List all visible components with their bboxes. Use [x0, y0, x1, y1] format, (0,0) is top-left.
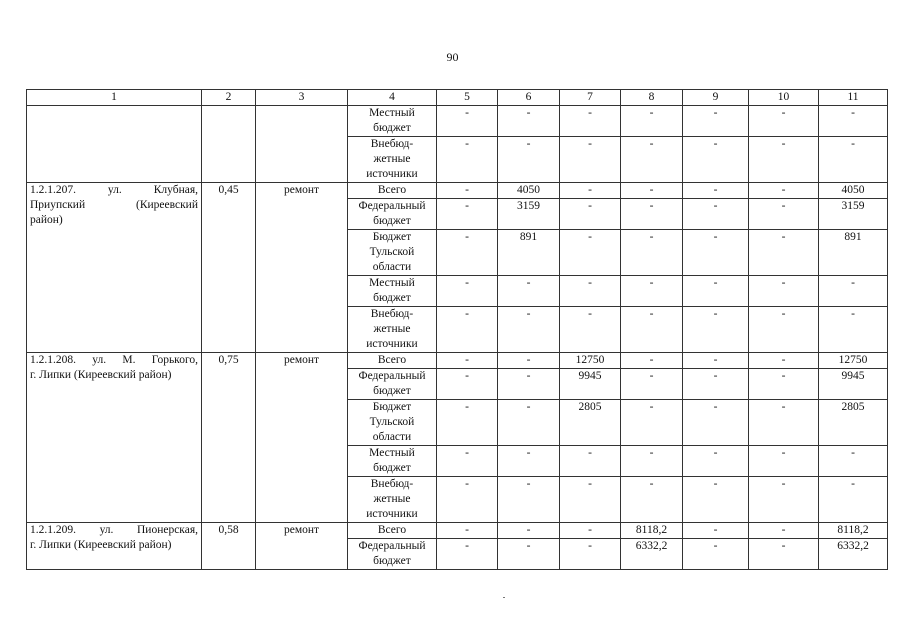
- value-cell-col-9: -: [683, 183, 749, 199]
- value-cell-col-8: -: [621, 369, 683, 400]
- funding-source: [348, 307, 437, 353]
- value-cell-col-8: 6332,2: [621, 539, 683, 570]
- value-cell-col-6: -: [498, 106, 560, 137]
- value-cell-col-8: -: [621, 199, 683, 230]
- value-cell-col-6: -: [498, 400, 560, 446]
- funding-source: [348, 477, 437, 523]
- funding-source-line: бюджет: [373, 292, 411, 304]
- value-cell-col-10: -: [749, 276, 819, 307]
- funding-source-line: Внебюд-: [370, 478, 414, 490]
- value-cell-col-7: -: [560, 446, 621, 477]
- value-cell-col-10: -: [749, 183, 819, 199]
- funding-source-line: Всего: [377, 354, 407, 366]
- value-cell-col-6: -: [498, 307, 560, 353]
- column-header-10: 10: [749, 90, 819, 106]
- value-cell-col-10: -: [749, 539, 819, 570]
- object-name-line: 1.2.1.208. ул. М. Горького,: [30, 354, 198, 366]
- funding-source-line: источники: [366, 508, 418, 520]
- value-cell-col-6: -: [498, 353, 560, 369]
- funding-source: [348, 199, 437, 230]
- length-km: 0,45: [202, 183, 256, 353]
- value-cell-col-11: -: [819, 477, 888, 523]
- value-cell-col-8: -: [621, 230, 683, 276]
- value-cell-col-10: -: [749, 446, 819, 477]
- value-cell-col-8: -: [621, 106, 683, 137]
- value-cell-col-11: 8118,2: [819, 523, 888, 539]
- value-cell-col-7: -: [560, 307, 621, 353]
- funding-source-line: Всего: [377, 184, 407, 196]
- value-cell-col-10: -: [749, 477, 819, 523]
- funding-source: [348, 106, 437, 137]
- value-cell-col-5: -: [437, 523, 498, 539]
- object-name: [27, 183, 202, 353]
- object-name-line: г. Липки (Киреевский район): [30, 539, 172, 551]
- object-name-line: Приупский (Киреевский: [30, 199, 198, 211]
- funding-source-line: Тульской: [369, 246, 415, 258]
- value-cell-col-10: -: [749, 523, 819, 539]
- value-cell-col-5: -: [437, 400, 498, 446]
- column-header-11: 11: [819, 90, 888, 106]
- value-cell-col-11: 9945: [819, 369, 888, 400]
- value-cell-col-6: -: [498, 446, 560, 477]
- value-cell-col-8: -: [621, 276, 683, 307]
- length-cell-empty: [202, 106, 256, 183]
- page-number: 90: [446, 50, 459, 64]
- value-cell-col-8: -: [621, 353, 683, 369]
- value-cell-col-5: -: [437, 137, 498, 183]
- value-cell-col-9: -: [683, 369, 749, 400]
- value-cell-col-11: 3159: [819, 199, 888, 230]
- value-cell-col-8: -: [621, 400, 683, 446]
- object-cell-empty: [27, 106, 202, 183]
- value-cell-col-6: -: [498, 539, 560, 570]
- value-cell-col-5: -: [437, 199, 498, 230]
- column-header-5: 5: [437, 90, 498, 106]
- funding-source-line: бюджет: [373, 462, 411, 474]
- value-cell-col-11: 891: [819, 230, 888, 276]
- value-cell-col-5: -: [437, 307, 498, 353]
- value-cell-col-10: -: [749, 307, 819, 353]
- funding-source-line: жетные: [373, 153, 411, 165]
- value-cell-col-8: -: [621, 183, 683, 199]
- funding-source-line: области: [372, 431, 412, 443]
- column-header-7: 7: [560, 90, 621, 106]
- value-cell-col-6: -: [498, 523, 560, 539]
- funding-source-line: источники: [366, 338, 418, 350]
- value-cell-col-10: -: [749, 353, 819, 369]
- value-cell-col-8: -: [621, 307, 683, 353]
- funding-source-line: Внебюд-: [370, 138, 414, 150]
- value-cell-col-6: 891: [498, 230, 560, 276]
- column-header-2: 2: [202, 90, 256, 106]
- value-cell-col-11: -: [819, 276, 888, 307]
- value-cell-col-5: -: [437, 353, 498, 369]
- value-cell-col-9: -: [683, 353, 749, 369]
- value-cell-col-6: -: [498, 369, 560, 400]
- funding-source: [348, 353, 437, 369]
- value-cell-col-9: -: [683, 137, 749, 183]
- column-header-4: 4: [348, 90, 437, 106]
- value-cell-col-5: -: [437, 183, 498, 199]
- object-name-line: 1.2.1.209. ул. Пионерская,: [30, 524, 198, 536]
- work-type: ремонт: [256, 353, 348, 523]
- column-header-6: 6: [498, 90, 560, 106]
- value-cell-col-7: 12750: [560, 353, 621, 369]
- work-type: ремонт: [256, 183, 348, 353]
- value-cell-col-10: -: [749, 199, 819, 230]
- work-cell-empty: [256, 106, 348, 183]
- value-cell-col-6: -: [498, 477, 560, 523]
- funding-source: [348, 523, 437, 539]
- value-cell-col-6: -: [498, 276, 560, 307]
- object-name: [27, 353, 202, 523]
- funding-source-line: Федеральный: [358, 370, 426, 382]
- value-cell-col-6: -: [498, 137, 560, 183]
- value-cell-col-8: -: [621, 477, 683, 523]
- value-cell-col-8: 8118,2: [621, 523, 683, 539]
- funding-source-line: Внебюд-: [370, 308, 414, 320]
- funding-source-line: Местный: [369, 277, 415, 289]
- value-cell-col-9: -: [683, 477, 749, 523]
- funding-source-line: источники: [366, 168, 418, 180]
- value-cell-col-9: -: [683, 307, 749, 353]
- scan-speck: [503, 597, 505, 598]
- value-cell-col-5: -: [437, 477, 498, 523]
- funding-source: [348, 539, 437, 570]
- value-cell-col-5: -: [437, 276, 498, 307]
- value-cell-col-8: -: [621, 446, 683, 477]
- value-cell-col-10: -: [749, 400, 819, 446]
- funding-source: [348, 230, 437, 276]
- value-cell-col-7: -: [560, 477, 621, 523]
- value-cell-col-9: -: [683, 539, 749, 570]
- funding-source-line: Всего: [377, 524, 407, 536]
- funding-source-line: жетные: [373, 323, 411, 335]
- funding-source: [348, 400, 437, 446]
- value-cell-col-7: -: [560, 106, 621, 137]
- funding-source-line: жетные: [373, 493, 411, 505]
- funding-source-line: Бюджет: [372, 401, 412, 413]
- funding-source-line: Бюджет: [372, 231, 412, 243]
- value-cell-col-11: 4050: [819, 183, 888, 199]
- funding-source: [348, 369, 437, 400]
- value-cell-col-10: -: [749, 369, 819, 400]
- value-cell-col-7: -: [560, 199, 621, 230]
- value-cell-col-5: -: [437, 446, 498, 477]
- funding-source-line: Тульской: [369, 416, 415, 428]
- value-cell-col-9: -: [683, 199, 749, 230]
- header-row: [27, 90, 888, 106]
- funding-source-line: Местный: [369, 447, 415, 459]
- value-cell-col-6: 3159: [498, 199, 560, 230]
- value-cell-col-11: 6332,2: [819, 539, 888, 570]
- funding-source-line: бюджет: [373, 385, 411, 397]
- value-cell-col-5: -: [437, 230, 498, 276]
- funding-source: [348, 137, 437, 183]
- value-cell-col-5: -: [437, 106, 498, 137]
- value-cell-col-9: -: [683, 230, 749, 276]
- table-row: [27, 353, 888, 369]
- value-cell-col-10: -: [749, 230, 819, 276]
- funding-source: [348, 276, 437, 307]
- funding-source-line: Федеральный: [358, 200, 426, 212]
- value-cell-col-11: -: [819, 137, 888, 183]
- funding-source: [348, 183, 437, 199]
- value-cell-col-11: -: [819, 307, 888, 353]
- table-row: [27, 523, 888, 539]
- value-cell-col-7: 2805: [560, 400, 621, 446]
- value-cell-col-7: -: [560, 276, 621, 307]
- funding-source-line: бюджет: [373, 215, 411, 227]
- value-cell-col-7: -: [560, 183, 621, 199]
- value-cell-col-7: -: [560, 539, 621, 570]
- value-cell-col-9: -: [683, 276, 749, 307]
- funding-source-line: бюджет: [373, 555, 411, 567]
- value-cell-col-11: 12750: [819, 353, 888, 369]
- object-name-line: г. Липки (Киреевский район): [30, 369, 172, 381]
- table-row: [27, 183, 888, 199]
- object-name-line: район): [30, 214, 63, 226]
- funding-source-line: Местный: [369, 107, 415, 119]
- work-type: ремонт: [256, 523, 348, 570]
- value-cell-col-9: -: [683, 446, 749, 477]
- funding-source: [348, 446, 437, 477]
- value-cell-col-9: -: [683, 523, 749, 539]
- budget-table: [26, 89, 888, 570]
- value-cell-col-10: -: [749, 137, 819, 183]
- value-cell-col-11: -: [819, 446, 888, 477]
- table-body: [27, 106, 888, 570]
- column-header-3: 3: [256, 90, 348, 106]
- value-cell-col-11: -: [819, 106, 888, 137]
- value-cell-col-7: 9945: [560, 369, 621, 400]
- value-cell-col-8: -: [621, 137, 683, 183]
- value-cell-col-7: -: [560, 137, 621, 183]
- value-cell-col-11: 2805: [819, 400, 888, 446]
- object-name-line: 1.2.1.207. ул. Клубная,: [30, 184, 198, 196]
- funding-source-line: области: [372, 261, 412, 273]
- value-cell-col-9: -: [683, 106, 749, 137]
- value-cell-col-7: -: [560, 523, 621, 539]
- column-header-8: 8: [621, 90, 683, 106]
- column-header-9: 9: [683, 90, 749, 106]
- table-row: [27, 106, 888, 137]
- value-cell-col-9: -: [683, 400, 749, 446]
- object-name: [27, 523, 202, 570]
- column-header-1: 1: [27, 90, 202, 106]
- value-cell-col-5: -: [437, 369, 498, 400]
- length-km: 0,75: [202, 353, 256, 523]
- funding-source-line: Федеральный: [358, 540, 426, 552]
- funding-source-line: бюджет: [373, 122, 411, 134]
- value-cell-col-6: 4050: [498, 183, 560, 199]
- value-cell-col-10: -: [749, 106, 819, 137]
- value-cell-col-5: -: [437, 539, 498, 570]
- value-cell-col-7: -: [560, 230, 621, 276]
- length-km: 0,58: [202, 523, 256, 570]
